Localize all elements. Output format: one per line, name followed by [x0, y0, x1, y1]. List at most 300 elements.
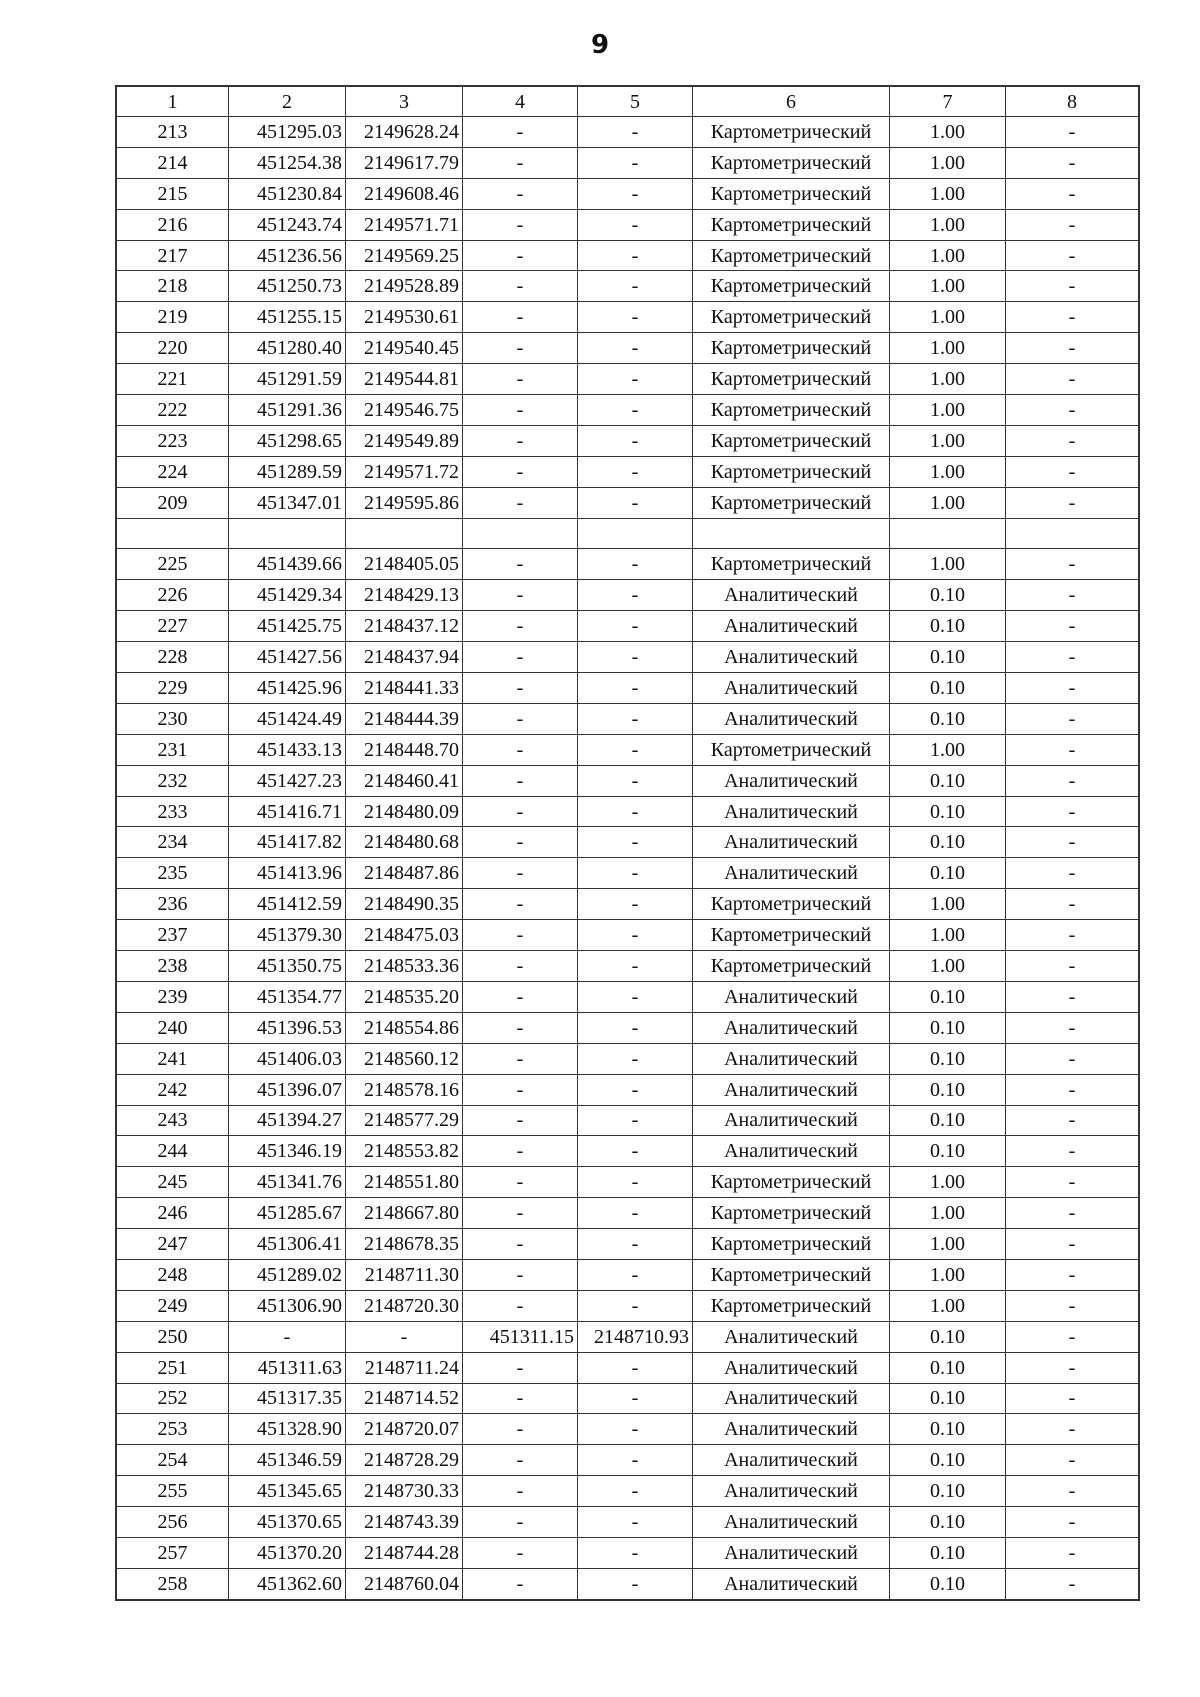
x-coordinate-cell: 451345.65: [229, 1476, 346, 1507]
note-cell: -: [1006, 1383, 1139, 1414]
x-coordinate-alt-cell: 451311.15: [463, 1321, 578, 1352]
y-coordinate-cell: 2148743.39: [346, 1507, 463, 1538]
method-cell: Аналитический: [693, 1537, 890, 1568]
y-coordinate-alt-cell: -: [578, 425, 693, 456]
x-coordinate-cell: 451433.13: [229, 734, 346, 765]
note-cell: -: [1006, 395, 1139, 426]
y-coordinate-cell: 2148475.03: [346, 920, 463, 951]
note-cell: -: [1006, 981, 1139, 1012]
precision-cell: 0.10: [890, 1321, 1006, 1352]
x-coordinate-cell: 451424.49: [229, 703, 346, 734]
note-cell: -: [1006, 1568, 1139, 1599]
note-cell: -: [1006, 1167, 1139, 1198]
table-row: [117, 1043, 1139, 1074]
y-coordinate-cell: 2148553.82: [346, 1136, 463, 1167]
y-coordinate-cell: 2148577.29: [346, 1105, 463, 1136]
y-coordinate-alt-cell: -: [578, 611, 693, 642]
x-coordinate-cell: 451295.03: [229, 117, 346, 148]
y-coordinate-alt-cell: -: [578, 1043, 693, 1074]
y-coordinate-cell: 2148480.68: [346, 827, 463, 858]
x-coordinate-cell: 451306.90: [229, 1290, 346, 1321]
note-cell: -: [1006, 673, 1139, 704]
note-cell: -: [1006, 1507, 1139, 1538]
y-coordinate-cell: 2148728.29: [346, 1445, 463, 1476]
y-coordinate-cell: 2148730.33: [346, 1476, 463, 1507]
table-row: [117, 271, 1139, 302]
x-coordinate-alt-cell: -: [463, 580, 578, 611]
method-cell: Картометрический: [693, 1167, 890, 1198]
x-coordinate-cell: 451396.53: [229, 1012, 346, 1043]
x-coordinate-alt-cell: -: [463, 1290, 578, 1321]
table-row: [117, 611, 1139, 642]
y-coordinate-alt-cell: -: [578, 117, 693, 148]
note-cell: -: [1006, 1105, 1139, 1136]
x-coordinate-cell: 451406.03: [229, 1043, 346, 1074]
y-coordinate-cell: 2148578.16: [346, 1074, 463, 1105]
x-coordinate-cell: 451412.59: [229, 889, 346, 920]
y-coordinate-cell: 2148714.52: [346, 1383, 463, 1414]
point-number-cell: 249: [117, 1290, 229, 1321]
point-number-cell: 214: [117, 147, 229, 178]
y-coordinate-alt-cell: -: [578, 271, 693, 302]
note-cell: -: [1006, 1259, 1139, 1290]
column-header-4: 4: [463, 87, 578, 117]
precision-cell: 0.10: [890, 858, 1006, 889]
precision-cell: 0.10: [890, 1383, 1006, 1414]
method-cell: Картометрический: [693, 425, 890, 456]
point-number-cell: 243: [117, 1105, 229, 1136]
x-coordinate-cell: 451328.90: [229, 1414, 346, 1445]
precision-cell: 1.00: [890, 456, 1006, 487]
x-coordinate-cell: 451280.40: [229, 333, 346, 364]
y-coordinate-cell: 2148744.28: [346, 1537, 463, 1568]
note-cell: -: [1006, 765, 1139, 796]
point-number-cell: 239: [117, 981, 229, 1012]
x-coordinate-alt-cell: -: [463, 1136, 578, 1167]
note-cell: -: [1006, 703, 1139, 734]
method-cell: [693, 518, 890, 549]
table-row: [117, 117, 1139, 148]
point-number-cell: 222: [117, 395, 229, 426]
coordinates-table: [116, 86, 1139, 1600]
y-coordinate-alt-cell: -: [578, 395, 693, 426]
method-cell: Аналитический: [693, 703, 890, 734]
method-cell: Картометрический: [693, 1259, 890, 1290]
table-row: [117, 1290, 1139, 1321]
precision-cell: 0.10: [890, 796, 1006, 827]
note-cell: -: [1006, 302, 1139, 333]
x-coordinate-cell: 451416.71: [229, 796, 346, 827]
y-coordinate-alt-cell: -: [578, 827, 693, 858]
table-row: [117, 1012, 1139, 1043]
page-number: 9: [590, 30, 610, 60]
method-cell: Аналитический: [693, 1136, 890, 1167]
x-coordinate-cell: 451254.38: [229, 147, 346, 178]
table-row: [117, 889, 1139, 920]
method-cell: Картометрический: [693, 920, 890, 951]
method-cell: Аналитический: [693, 642, 890, 673]
y-coordinate-cell: 2148405.05: [346, 549, 463, 580]
x-coordinate-alt-cell: -: [463, 765, 578, 796]
x-coordinate-cell: 451346.19: [229, 1136, 346, 1167]
table-row: [117, 549, 1139, 580]
x-coordinate-alt-cell: -: [463, 1476, 578, 1507]
x-coordinate-cell: 451243.74: [229, 209, 346, 240]
y-coordinate-cell: [346, 518, 463, 549]
point-number-cell: 244: [117, 1136, 229, 1167]
method-cell: Картометрический: [693, 302, 890, 333]
table-body: [117, 117, 1139, 1600]
method-cell: Картометрический: [693, 1229, 890, 1260]
y-coordinate-cell: 2148720.30: [346, 1290, 463, 1321]
y-coordinate-alt-cell: -: [578, 580, 693, 611]
table-row: [117, 1352, 1139, 1383]
point-number-cell: 227: [117, 611, 229, 642]
x-coordinate-alt-cell: -: [463, 117, 578, 148]
precision-cell: 1.00: [890, 271, 1006, 302]
point-number-cell: 248: [117, 1259, 229, 1290]
method-cell: Картометрический: [693, 1290, 890, 1321]
y-coordinate-alt-cell: -: [578, 1136, 693, 1167]
y-coordinate-cell: 2148448.70: [346, 734, 463, 765]
x-coordinate-cell: 451341.76: [229, 1167, 346, 1198]
precision-cell: 1.00: [890, 1290, 1006, 1321]
x-coordinate-cell: 451311.63: [229, 1352, 346, 1383]
y-coordinate-cell: 2148437.94: [346, 642, 463, 673]
point-number-cell: 224: [117, 456, 229, 487]
y-coordinate-alt-cell: -: [578, 1445, 693, 1476]
precision-cell: 0.10: [890, 981, 1006, 1012]
x-coordinate-alt-cell: -: [463, 703, 578, 734]
y-coordinate-alt-cell: -: [578, 673, 693, 704]
table-row: [117, 1259, 1139, 1290]
y-coordinate-alt-cell: -: [578, 1414, 693, 1445]
point-number-cell: 220: [117, 333, 229, 364]
note-cell: -: [1006, 1136, 1139, 1167]
point-number-cell: 231: [117, 734, 229, 765]
note-cell: -: [1006, 734, 1139, 765]
x-coordinate-cell: 451250.73: [229, 271, 346, 302]
x-coordinate-cell: 451289.59: [229, 456, 346, 487]
point-number-cell: 252: [117, 1383, 229, 1414]
table-row: [117, 333, 1139, 364]
note-cell: -: [1006, 889, 1139, 920]
note-cell: -: [1006, 951, 1139, 982]
table-row: [117, 302, 1139, 333]
precision-cell: 1.00: [890, 889, 1006, 920]
note-cell: -: [1006, 1352, 1139, 1383]
x-coordinate-cell: 451291.36: [229, 395, 346, 426]
y-coordinate-alt-cell: -: [578, 1290, 693, 1321]
column-header-3: 3: [346, 87, 463, 117]
point-number-cell: 228: [117, 642, 229, 673]
method-cell: Картометрический: [693, 456, 890, 487]
note-cell: -: [1006, 456, 1139, 487]
x-coordinate-alt-cell: -: [463, 209, 578, 240]
y-coordinate-alt-cell: [578, 518, 693, 549]
y-coordinate-cell: 2148667.80: [346, 1198, 463, 1229]
note-cell: -: [1006, 611, 1139, 642]
x-coordinate-cell: 451370.65: [229, 1507, 346, 1538]
column-header-8: 8: [1006, 87, 1139, 117]
precision-cell: 0.10: [890, 673, 1006, 704]
point-number-cell: 240: [117, 1012, 229, 1043]
y-coordinate-cell: 2148560.12: [346, 1043, 463, 1074]
precision-cell: 1.00: [890, 333, 1006, 364]
point-number-cell: 223: [117, 425, 229, 456]
x-coordinate-alt-cell: -: [463, 734, 578, 765]
point-number-cell: 221: [117, 364, 229, 395]
column-header-7: 7: [890, 87, 1006, 117]
y-coordinate-alt-cell: -: [578, 1105, 693, 1136]
y-coordinate-alt-cell: 2148710.93: [578, 1321, 693, 1352]
y-coordinate-cell: 2149617.79: [346, 147, 463, 178]
y-coordinate-cell: -: [346, 1321, 463, 1352]
y-coordinate-cell: 2149544.81: [346, 364, 463, 395]
point-number-cell: 247: [117, 1229, 229, 1260]
table-row: [117, 147, 1139, 178]
table-row: [117, 487, 1139, 518]
note-cell: -: [1006, 1445, 1139, 1476]
table-row: [117, 1476, 1139, 1507]
y-coordinate-cell: 2148437.12: [346, 611, 463, 642]
y-coordinate-alt-cell: -: [578, 765, 693, 796]
table-row: [117, 796, 1139, 827]
table-row: [117, 1167, 1139, 1198]
method-cell: Картометрический: [693, 147, 890, 178]
note-cell: -: [1006, 1198, 1139, 1229]
point-number-cell: 251: [117, 1352, 229, 1383]
table-row: [117, 518, 1139, 549]
x-coordinate-alt-cell: -: [463, 981, 578, 1012]
y-coordinate-alt-cell: -: [578, 889, 693, 920]
table-row: [117, 1229, 1139, 1260]
method-cell: Картометрический: [693, 240, 890, 271]
column-header-2: 2: [229, 87, 346, 117]
table-row: [117, 1136, 1139, 1167]
note-cell: -: [1006, 796, 1139, 827]
precision-cell: 1.00: [890, 951, 1006, 982]
y-coordinate-cell: 2148460.41: [346, 765, 463, 796]
x-coordinate-alt-cell: -: [463, 642, 578, 673]
precision-cell: 0.10: [890, 1445, 1006, 1476]
note-cell: -: [1006, 240, 1139, 271]
x-coordinate-alt-cell: -: [463, 1167, 578, 1198]
method-cell: Аналитический: [693, 611, 890, 642]
note-cell: -: [1006, 1414, 1139, 1445]
y-coordinate-alt-cell: -: [578, 703, 693, 734]
x-coordinate-cell: 451306.41: [229, 1229, 346, 1260]
point-number-cell: 209: [117, 487, 229, 518]
method-cell: Аналитический: [693, 1414, 890, 1445]
table-row: [117, 765, 1139, 796]
precision-cell: 1.00: [890, 364, 1006, 395]
method-cell: Картометрический: [693, 734, 890, 765]
x-coordinate-cell: 451394.27: [229, 1105, 346, 1136]
x-coordinate-alt-cell: -: [463, 1105, 578, 1136]
y-coordinate-cell: 2148551.80: [346, 1167, 463, 1198]
method-cell: Картометрический: [693, 395, 890, 426]
point-number-cell: 229: [117, 673, 229, 704]
method-cell: Аналитический: [693, 673, 890, 704]
precision-cell: 0.10: [890, 1476, 1006, 1507]
y-coordinate-alt-cell: -: [578, 240, 693, 271]
y-coordinate-alt-cell: -: [578, 920, 693, 951]
note-cell: -: [1006, 333, 1139, 364]
x-coordinate-alt-cell: -: [463, 827, 578, 858]
x-coordinate-alt-cell: -: [463, 1352, 578, 1383]
x-coordinate-alt-cell: -: [463, 1074, 578, 1105]
note-cell: -: [1006, 827, 1139, 858]
x-coordinate-alt-cell: -: [463, 333, 578, 364]
method-cell: Аналитический: [693, 1105, 890, 1136]
note-cell: -: [1006, 425, 1139, 456]
y-coordinate-cell: 2149540.45: [346, 333, 463, 364]
y-coordinate-cell: 2148711.24: [346, 1352, 463, 1383]
precision-cell: 1.00: [890, 302, 1006, 333]
x-coordinate-cell: 451236.56: [229, 240, 346, 271]
x-coordinate-cell: 451396.07: [229, 1074, 346, 1105]
table-row: [117, 209, 1139, 240]
header-row: [117, 87, 1139, 117]
point-number-cell: 256: [117, 1507, 229, 1538]
table-row: [117, 858, 1139, 889]
precision-cell: [890, 518, 1006, 549]
point-number-cell: 250: [117, 1321, 229, 1352]
table-row: [117, 642, 1139, 673]
method-cell: Аналитический: [693, 981, 890, 1012]
note-cell: -: [1006, 642, 1139, 673]
y-coordinate-alt-cell: -: [578, 1507, 693, 1538]
point-number-cell: 241: [117, 1043, 229, 1074]
table-row: [117, 734, 1139, 765]
x-coordinate-alt-cell: -: [463, 456, 578, 487]
point-number-cell: 234: [117, 827, 229, 858]
precision-cell: 0.10: [890, 1414, 1006, 1445]
y-coordinate-alt-cell: -: [578, 487, 693, 518]
y-coordinate-alt-cell: -: [578, 951, 693, 982]
method-cell: Картометрический: [693, 951, 890, 982]
note-cell: -: [1006, 117, 1139, 148]
table-row: [117, 827, 1139, 858]
method-cell: Аналитический: [693, 1321, 890, 1352]
table-row: [117, 1507, 1139, 1538]
column-header-1: 1: [117, 87, 229, 117]
note-cell: -: [1006, 147, 1139, 178]
y-coordinate-cell: 2148441.33: [346, 673, 463, 704]
precision-cell: 1.00: [890, 395, 1006, 426]
table-row: [117, 981, 1139, 1012]
x-coordinate-alt-cell: -: [463, 1414, 578, 1445]
x-coordinate-alt-cell: -: [463, 1043, 578, 1074]
table-row: [117, 456, 1139, 487]
x-coordinate-cell: [229, 518, 346, 549]
method-cell: Аналитический: [693, 580, 890, 611]
point-number-cell: 254: [117, 1445, 229, 1476]
y-coordinate-cell: 2149608.46: [346, 178, 463, 209]
precision-cell: 1.00: [890, 1167, 1006, 1198]
x-coordinate-cell: 451417.82: [229, 827, 346, 858]
x-coordinate-alt-cell: -: [463, 1012, 578, 1043]
y-coordinate-alt-cell: -: [578, 1259, 693, 1290]
x-coordinate-alt-cell: -: [463, 549, 578, 580]
x-coordinate-alt-cell: -: [463, 425, 578, 456]
table-row: [117, 580, 1139, 611]
table-row: [117, 1074, 1139, 1105]
note-cell: -: [1006, 364, 1139, 395]
point-number-cell: 235: [117, 858, 229, 889]
x-coordinate-cell: 451298.65: [229, 425, 346, 456]
note-cell: -: [1006, 178, 1139, 209]
precision-cell: 1.00: [890, 178, 1006, 209]
method-cell: Картометрический: [693, 364, 890, 395]
note-cell: -: [1006, 1074, 1139, 1105]
precision-cell: 1.00: [890, 117, 1006, 148]
y-coordinate-cell: 2148678.35: [346, 1229, 463, 1260]
x-coordinate-alt-cell: -: [463, 796, 578, 827]
x-coordinate-cell: 451427.23: [229, 765, 346, 796]
x-coordinate-alt-cell: -: [463, 147, 578, 178]
precision-cell: 1.00: [890, 425, 1006, 456]
point-number-cell: 216: [117, 209, 229, 240]
precision-cell: 0.10: [890, 1507, 1006, 1538]
table-row: [117, 703, 1139, 734]
note-cell: -: [1006, 271, 1139, 302]
table-row: [117, 395, 1139, 426]
note-cell: -: [1006, 1321, 1139, 1352]
table-row: [117, 1105, 1139, 1136]
note-cell: -: [1006, 1043, 1139, 1074]
y-coordinate-cell: 2148711.30: [346, 1259, 463, 1290]
x-coordinate-alt-cell: [463, 518, 578, 549]
precision-cell: 0.10: [890, 827, 1006, 858]
table-row: [117, 1383, 1139, 1414]
table-row: [117, 425, 1139, 456]
x-coordinate-cell: 451230.84: [229, 178, 346, 209]
x-coordinate-alt-cell: -: [463, 240, 578, 271]
point-number-cell: 225: [117, 549, 229, 580]
note-cell: -: [1006, 1476, 1139, 1507]
table-row: [117, 240, 1139, 271]
y-coordinate-cell: 2149530.61: [346, 302, 463, 333]
note-cell: -: [1006, 549, 1139, 580]
x-coordinate-alt-cell: -: [463, 395, 578, 426]
y-coordinate-cell: 2148444.39: [346, 703, 463, 734]
y-coordinate-alt-cell: -: [578, 1167, 693, 1198]
method-cell: Картометрический: [693, 1198, 890, 1229]
x-coordinate-cell: 451350.75: [229, 951, 346, 982]
y-coordinate-alt-cell: -: [578, 1198, 693, 1229]
y-coordinate-alt-cell: -: [578, 858, 693, 889]
y-coordinate-alt-cell: -: [578, 642, 693, 673]
y-coordinate-alt-cell: -: [578, 209, 693, 240]
precision-cell: 1.00: [890, 1259, 1006, 1290]
method-cell: Картометрический: [693, 549, 890, 580]
method-cell: Аналитический: [693, 765, 890, 796]
method-cell: Аналитический: [693, 827, 890, 858]
x-coordinate-cell: 451346.59: [229, 1445, 346, 1476]
x-coordinate-alt-cell: -: [463, 364, 578, 395]
table-row: [117, 1537, 1139, 1568]
x-coordinate-cell: 451379.30: [229, 920, 346, 951]
precision-cell: 1.00: [890, 487, 1006, 518]
x-coordinate-alt-cell: -: [463, 951, 578, 982]
table-row: [117, 364, 1139, 395]
y-coordinate-alt-cell: -: [578, 1568, 693, 1599]
point-number-cell: 242: [117, 1074, 229, 1105]
table-row: [117, 1568, 1139, 1599]
precision-cell: 1.00: [890, 734, 1006, 765]
